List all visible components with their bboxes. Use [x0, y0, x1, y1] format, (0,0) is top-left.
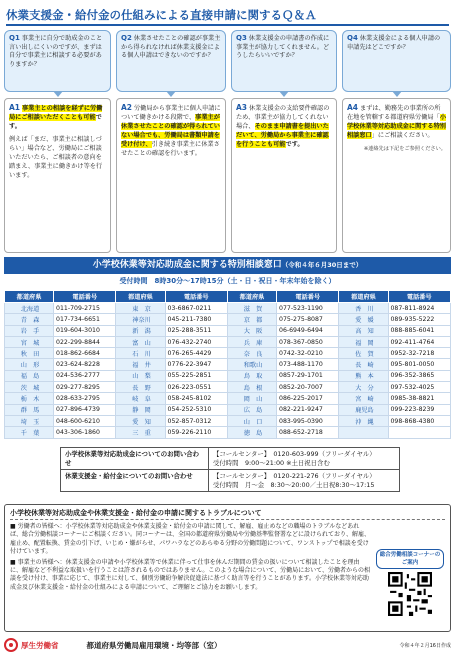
answer-highlight: 事業主との相談を経ずに労働局にご相談いただくことも可能	[9, 105, 103, 121]
prefecture-cell: 鳥 取	[227, 370, 276, 381]
phone-number-cell[interactable]: 054-252-5310	[165, 404, 227, 415]
phone-table	[4, 290, 451, 439]
answer-lead: 休業支援金の支給要件確認のため、事業主が協力してくれない場合、	[236, 105, 330, 130]
answer-2	[116, 98, 226, 253]
footer	[4, 636, 451, 654]
contact-label: 小学校休業等対応助成金についてのお問い合わせ	[61, 448, 209, 469]
prefecture-cell: 鹿児島	[339, 404, 388, 415]
prefecture-cell: 東 京	[116, 303, 165, 314]
table-row	[5, 382, 451, 393]
phone-number-cell[interactable]: 025-288-3511	[165, 325, 227, 336]
question-number: Q2	[121, 34, 132, 42]
phone-number-cell[interactable]: 086-225-2017	[277, 393, 339, 404]
prefecture-cell: 青 森	[5, 314, 54, 325]
phone-number-cell[interactable]: 097-532-4025	[388, 382, 451, 393]
prefecture-cell: 三 重	[116, 427, 165, 438]
prefecture-cell: 高 知	[339, 325, 388, 336]
prefecture-cell: 埼 玉	[5, 415, 54, 426]
page-title: 休業支援金・給付金の仕組みによる直接申請に関するＱ＆Ａ	[6, 4, 449, 26]
answer-text: 例えば「まだ、事業主に相談しづらい」場合など、労働局にご相談いただいたら、ご相談者の意向を踏まえ、事業主に働きかけ等を行います。	[9, 136, 103, 179]
answer-3	[231, 98, 337, 253]
prefecture-cell: 京 都	[227, 314, 276, 325]
phone-number-cell[interactable]: 043-306-1860	[54, 427, 116, 438]
prefecture-cell: 北海道	[5, 303, 54, 314]
answer-4	[342, 98, 451, 253]
question-text: 休業支援金による個人申請の申請先はどこですか？	[347, 35, 441, 51]
prefecture-cell: 富 山	[116, 336, 165, 347]
phone-number-cell[interactable]: 075-275-8087	[277, 314, 339, 325]
answer-note: ※連絡先は下記をご参照ください。	[363, 146, 446, 152]
phone-number-cell[interactable]: 076-265-4429	[165, 348, 227, 359]
prefecture-cell: 栃 木	[5, 393, 54, 404]
phone-number-cell[interactable]: 055-225-2851	[165, 370, 227, 381]
contact-row	[61, 448, 399, 470]
prefecture-cell: 和歌山	[227, 359, 276, 370]
question-number: Q4	[347, 34, 358, 42]
band-subtitle: （令和４年６月30日まで）	[281, 261, 363, 269]
phone-number-cell[interactable]: 027-896-4739	[54, 404, 116, 415]
phone-number-cell[interactable]: 024-536-2777	[54, 370, 116, 381]
phone-number-cell[interactable]: 026-223-0551	[165, 382, 227, 393]
prefecture-cell: 長 野	[116, 382, 165, 393]
prefecture-cell: 神奈川	[116, 314, 165, 325]
answer-text: 」にご相談ください。	[371, 132, 434, 139]
phone-number-cell[interactable]: 029-277-8295	[54, 382, 116, 393]
phone-number-cell[interactable]: 0952-32-7218	[388, 348, 451, 359]
phone-number-cell[interactable]: 06-6949-6494	[277, 325, 339, 336]
table-row	[5, 415, 451, 426]
prefecture-cell: 香 川	[339, 303, 388, 314]
phone-number-cell[interactable]: 089-935-5222	[388, 314, 451, 325]
contact-row	[61, 470, 399, 491]
prefecture-cell: 静 岡	[116, 404, 165, 415]
prefecture-cell: 宮 城	[5, 336, 54, 347]
ministry-logo	[4, 638, 59, 652]
prefecture-cell: 大 阪	[227, 325, 276, 336]
phone-number-cell[interactable]: 0742-32-0210	[277, 348, 339, 359]
answer-highlight: 事業主が休業させたことの確認が得られていない場合でも、労働局は書類申請を受け付け、	[121, 114, 220, 148]
answer-highlight: 小学校休業等対応助成金に関する特別相談窓口	[347, 114, 446, 139]
phone-number-cell[interactable]: 0985-38-8821	[388, 393, 451, 404]
table-row	[5, 370, 451, 381]
contact-box	[60, 447, 400, 492]
prefecture-cell: 広 島	[227, 404, 276, 415]
prefecture-cell: 群 馬	[5, 404, 54, 415]
prefecture-cell: 宮 崎	[339, 393, 388, 404]
phone-number-cell[interactable]: 018-862-6684	[54, 348, 116, 359]
phone-number-cell[interactable]: 0852-20-7007	[277, 382, 339, 393]
answer-number: A2	[121, 103, 133, 112]
phone-number-cell[interactable]: 088-652-2718	[277, 427, 339, 438]
department-name: 都道府県労働局雇用環境・均等部（室）	[86, 640, 222, 650]
header-phone: 電話番号	[388, 291, 451, 303]
question-text: 事業主に自分で助成金のこと言い出しにくいのですが、まずは自分で事業主に相談する必要がありますか？	[9, 35, 103, 68]
table-row	[5, 336, 451, 347]
table-row	[5, 314, 451, 325]
phone-number-cell[interactable]: 058-245-8102	[165, 393, 227, 404]
prefecture-cell: 愛 媛	[339, 314, 388, 325]
phone-number-cell[interactable]: 028-633-2795	[54, 393, 116, 404]
notice-workers: ■ 労働者の皆様へ：小学校休業等対応助成金や休業支援金・給付金の申請に関して、解雇、雇止めなどの職場のトラブルなどあれば、総合労働相談コーナーにご相談ください。同コーナーは、全国の都道府県労働局や労働基準監督署などに設けられており、解雇、雇止め、配置転換、賃金の引下げ、いじめ・嫌がらせ、パワハラなどのあらゆる分野の労働問題について、ワンストップで相談を受け付けています。	[10, 523, 371, 555]
phone-number-cell[interactable]: 017-734-6651	[54, 314, 116, 325]
phone-number-cell[interactable]: 059-226-2110	[165, 427, 227, 438]
prefecture-cell	[339, 427, 388, 438]
contact-label: 休業支援金・給付金についてのお問い合わせ	[61, 470, 209, 491]
question-text: 休業支援金の申請書の作成に事業主が協力してくれません。どうしたらいいですか？	[236, 35, 330, 60]
prefecture-cell: 奈 良	[227, 348, 276, 359]
table-row	[5, 325, 451, 336]
phone-number-cell[interactable]: 078-367-0850	[277, 336, 339, 347]
question-2	[116, 30, 226, 92]
prefecture-cell: 新 潟	[116, 325, 165, 336]
phone-number-cell[interactable]: 098-868-4380	[388, 415, 451, 426]
phone-number-cell[interactable]: 052-857-0312	[165, 415, 227, 426]
prefecture-cell: 岐 阜	[116, 393, 165, 404]
prefecture-cell: 福 岡	[339, 336, 388, 347]
phone-number-cell[interactable]: 048-600-6210	[54, 415, 116, 426]
qr-code-icon[interactable]	[388, 572, 432, 616]
answer-text: 引き続き事業主に休業させたことの確認を行います。	[121, 141, 220, 157]
trouble-section	[4, 504, 451, 632]
header-prefecture: 都道府県	[116, 291, 165, 303]
question-3	[231, 30, 337, 92]
question-number: Q3	[236, 34, 247, 42]
question-1	[4, 30, 111, 92]
prefecture-cell: 山 口	[227, 415, 276, 426]
prefecture-cell: 茨 城	[5, 382, 54, 393]
header-phone: 電話番号	[277, 291, 339, 303]
phone-number-cell[interactable]	[388, 427, 451, 438]
question-number: Q1	[9, 34, 20, 42]
ministry-logo-icon	[4, 638, 18, 652]
phone-number-cell[interactable]: 076-432-2740	[165, 336, 227, 347]
phone-table-body	[5, 303, 451, 439]
consultation-band	[4, 257, 451, 274]
call-center: 【コールセンター】 0120-221-276（フリーダイヤル）	[213, 472, 376, 480]
answer-number: A1	[9, 103, 21, 112]
call-center: 【コールセンター】 0120-603-999（フリーダイヤル）	[213, 450, 376, 458]
answer-highlight: そのまま申請書を提出いただいて、労働局から事業主に確認を行うことも可能	[236, 123, 329, 148]
header-prefecture: 都道府県	[227, 291, 276, 303]
prefecture-cell: 岩 手	[5, 325, 54, 336]
answer-lead: 労働局から事業主に個人申請について働きかける段階で、	[121, 105, 221, 121]
notice-employers: ■ 事業主の皆様へ：休業支援金の申請や小学校休業等で休業に伴って仕事を休んだ期間の賃金の扱いについて相談したことを理由に、解雇など不利益な取扱いを行うことは許されるものではありません。このような場合について、労働局において、労働者からの相談を受け付け、事業に応じて、事業主に対して、個別労働紛争解決促進法に基づく助言等を行うことがあります。小学校休業等対応助成金及び休業支援金・給付金の仕組みによる申請について、ご理解とご協力をお願いします。	[10, 559, 371, 591]
prefecture-cell: 山 梨	[116, 370, 165, 381]
prefecture-cell: 大 分	[339, 382, 388, 393]
answer-number: A4	[347, 103, 359, 112]
trouble-title: 小学校休業等対応助成金や休業支援金・給付金の申請に関するトラブルについて	[10, 509, 445, 520]
header-phone: 電話番号	[54, 291, 116, 303]
table-row	[5, 427, 451, 438]
answer-1	[4, 98, 111, 253]
qr-block	[376, 549, 444, 620]
phone-number-cell[interactable]: 045-211-7380	[165, 314, 227, 325]
phone-number-cell[interactable]: 011-709-2715	[54, 303, 116, 314]
prefecture-cell: 山 形	[5, 359, 54, 370]
table-header-row	[5, 291, 451, 303]
prefecture-cell: 石 川	[116, 348, 165, 359]
prefecture-cell: 兵 庫	[227, 336, 276, 347]
phone-number-cell[interactable]: 092-411-4764	[388, 336, 451, 347]
prefecture-cell: 熊 本	[339, 370, 388, 381]
phone-number-cell[interactable]: 095-801-0050	[388, 359, 451, 370]
phone-number-cell[interactable]: 023-624-8228	[54, 359, 116, 370]
qr-caption: 総合労働相談コーナーのご案内	[376, 549, 444, 569]
table-row	[5, 303, 451, 314]
phone-number-cell[interactable]: 022-299-8844	[54, 336, 116, 347]
prefecture-cell: 秋 田	[5, 348, 54, 359]
question-text: 休業させたことの確認が事業主から得られなければ休業支援金による個人申請はできないのですか？	[121, 35, 221, 60]
phone-number-cell[interactable]: 03-6867-0211	[165, 303, 227, 314]
issue-date: 令和４年２月16日作成	[399, 642, 451, 649]
reception-hours: 受付時間 8時30分～17時15分（土・日・祝日・年末年始を除く）	[119, 277, 336, 285]
question-4	[342, 30, 451, 92]
header-phone: 電話番号	[165, 291, 227, 303]
prefecture-cell: 千 葉	[5, 427, 54, 438]
prefecture-cell: 岡 山	[227, 393, 276, 404]
contact-info	[209, 448, 399, 469]
phone-number-cell[interactable]: 096-352-3865	[388, 370, 451, 381]
phone-number-cell[interactable]: 083-995-0390	[277, 415, 339, 426]
answer-number: A3	[236, 103, 248, 112]
phone-number-cell[interactable]: 0857-29-1701	[277, 370, 339, 381]
prefecture-cell: 島 根	[227, 382, 276, 393]
prefecture-cell: 滋 賀	[227, 303, 276, 314]
phone-number-cell[interactable]: 077-523-1190	[277, 303, 339, 314]
phone-number-cell[interactable]: 0776-22-3947	[165, 359, 227, 370]
prefecture-cell: 愛 知	[116, 415, 165, 426]
prefecture-cell: 沖 縄	[339, 415, 388, 426]
prefecture-cell: 徳 島	[227, 427, 276, 438]
answer-text: です。	[285, 141, 304, 148]
call-hours: 受付時間 月～金 8:30～20:00／土日祝8:30～17:15	[213, 480, 375, 489]
call-hours: 受付時間 9:00～21:00 ※土日祝日含む	[213, 458, 330, 467]
phone-number-cell[interactable]: 088-885-6041	[388, 325, 451, 336]
phone-number-cell[interactable]: 019-604-3010	[54, 325, 116, 336]
phone-number-cell[interactable]: 082-221-9247	[277, 404, 339, 415]
prefecture-cell: 福 井	[116, 359, 165, 370]
table-row	[5, 348, 451, 359]
table-row	[5, 404, 451, 415]
answer-lead: まずは、勤務先の事業所の所在地を管轄する都道府県労働局「	[347, 105, 441, 121]
phone-number-cell[interactable]: 099-223-8239	[388, 404, 451, 415]
band-title: 小学校休業等対応助成金に関する特別相談窓口	[92, 260, 282, 270]
contact-info	[209, 470, 399, 491]
qa-section	[4, 30, 451, 253]
prefecture-cell: 長 崎	[339, 359, 388, 370]
table-row	[5, 393, 451, 404]
ministry-name: 厚生労働省	[21, 640, 59, 650]
answer-tail: です。	[9, 114, 102, 130]
table-row	[5, 359, 451, 370]
prefecture-cell: 福 島	[5, 370, 54, 381]
phone-number-cell[interactable]: 073-488-1170	[277, 359, 339, 370]
header-prefecture: 都道府県	[5, 291, 54, 303]
phone-number-cell[interactable]: 087-811-8924	[388, 303, 451, 314]
prefecture-cell: 佐 賀	[339, 348, 388, 359]
header-prefecture: 都道府県	[339, 291, 388, 303]
